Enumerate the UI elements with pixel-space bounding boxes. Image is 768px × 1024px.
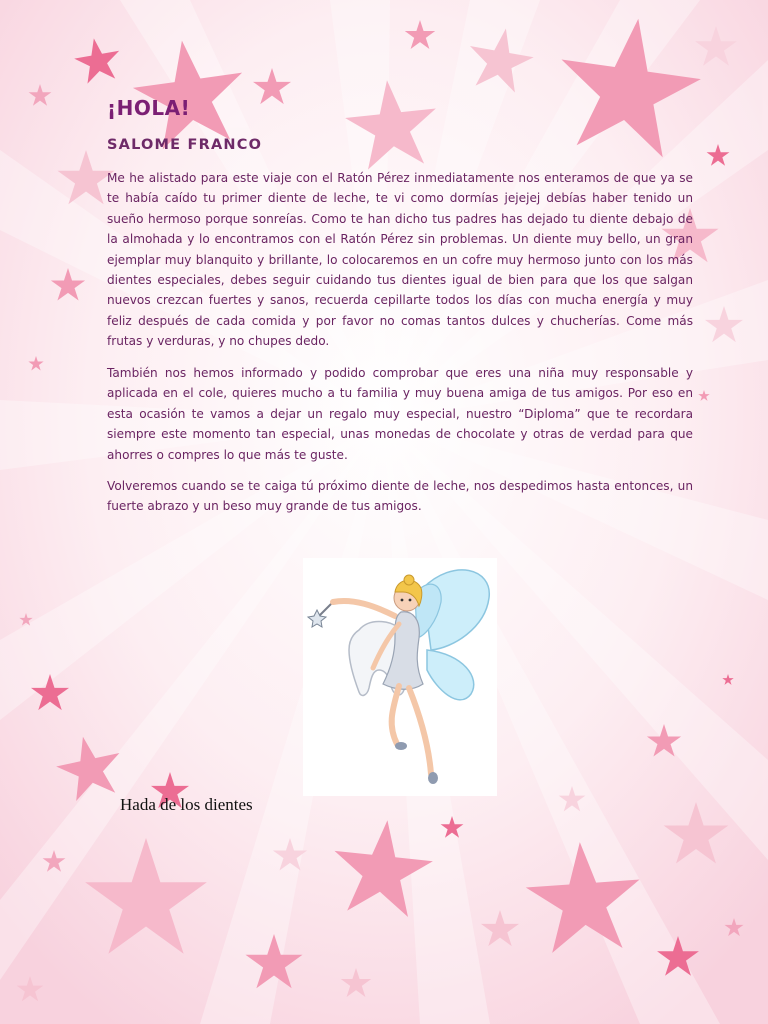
letter-paragraph-3: Volveremos cuando se te caiga tú próximo diente de leche, nos despedimos hasta entonces, un fuerte abrazo y un beso muy grande de tus amigos. [107, 479, 693, 514]
recipient-name: SALOME FRANCO [107, 137, 263, 153]
letter-paragraph-2: También nos hemos informado y podido comprobar que eres una niña muy responsable y aplicada en el cole, quieres mucho a tu familia y muy buena amiga de tus amigos. Por eso en esta ocasión te vamos a dejar un regalo muy especial, nuestro “Diploma” que te recordara siempre este momento tan especial, unas monedas de chocolate y otras de verdad para que ahorres o compres lo que más te guste. [107, 366, 693, 462]
tooth-fairy-illustration [303, 558, 497, 796]
greeting-heading: ¡HOLA! [107, 96, 191, 120]
letter-paragraph-1: Me he alistado para este viaje con el Ratón Pérez inmediatamente nos enteramos de que ya se te había caído tu primer diente de leche, te vi como dormías jejejej debías haber tenido un sueño hermoso porque sonreías. Como te han dicho tus padres has dejado tu diente debajo de la almohada y lo encontramos con el Ratón Pérez sin problemas. Un diente muy bello, un gran ejemplar muy blanquito y brillante, lo colocaremos en un cofre muy hermoso junto con los más dientes especiales, debes seguir cuidando tus dientes igual de bien para que los que salgan nuevos crezcan fuertes y sanos, recuerda cepillarte todos los días con mucha energía y muy feliz después de cada comida y por favor no comas tantos dulces y chucherías. Come más frutas y verduras, y no chupes dedo. [107, 171, 693, 349]
illustration-caption: Hada de los dientes [120, 795, 253, 814]
